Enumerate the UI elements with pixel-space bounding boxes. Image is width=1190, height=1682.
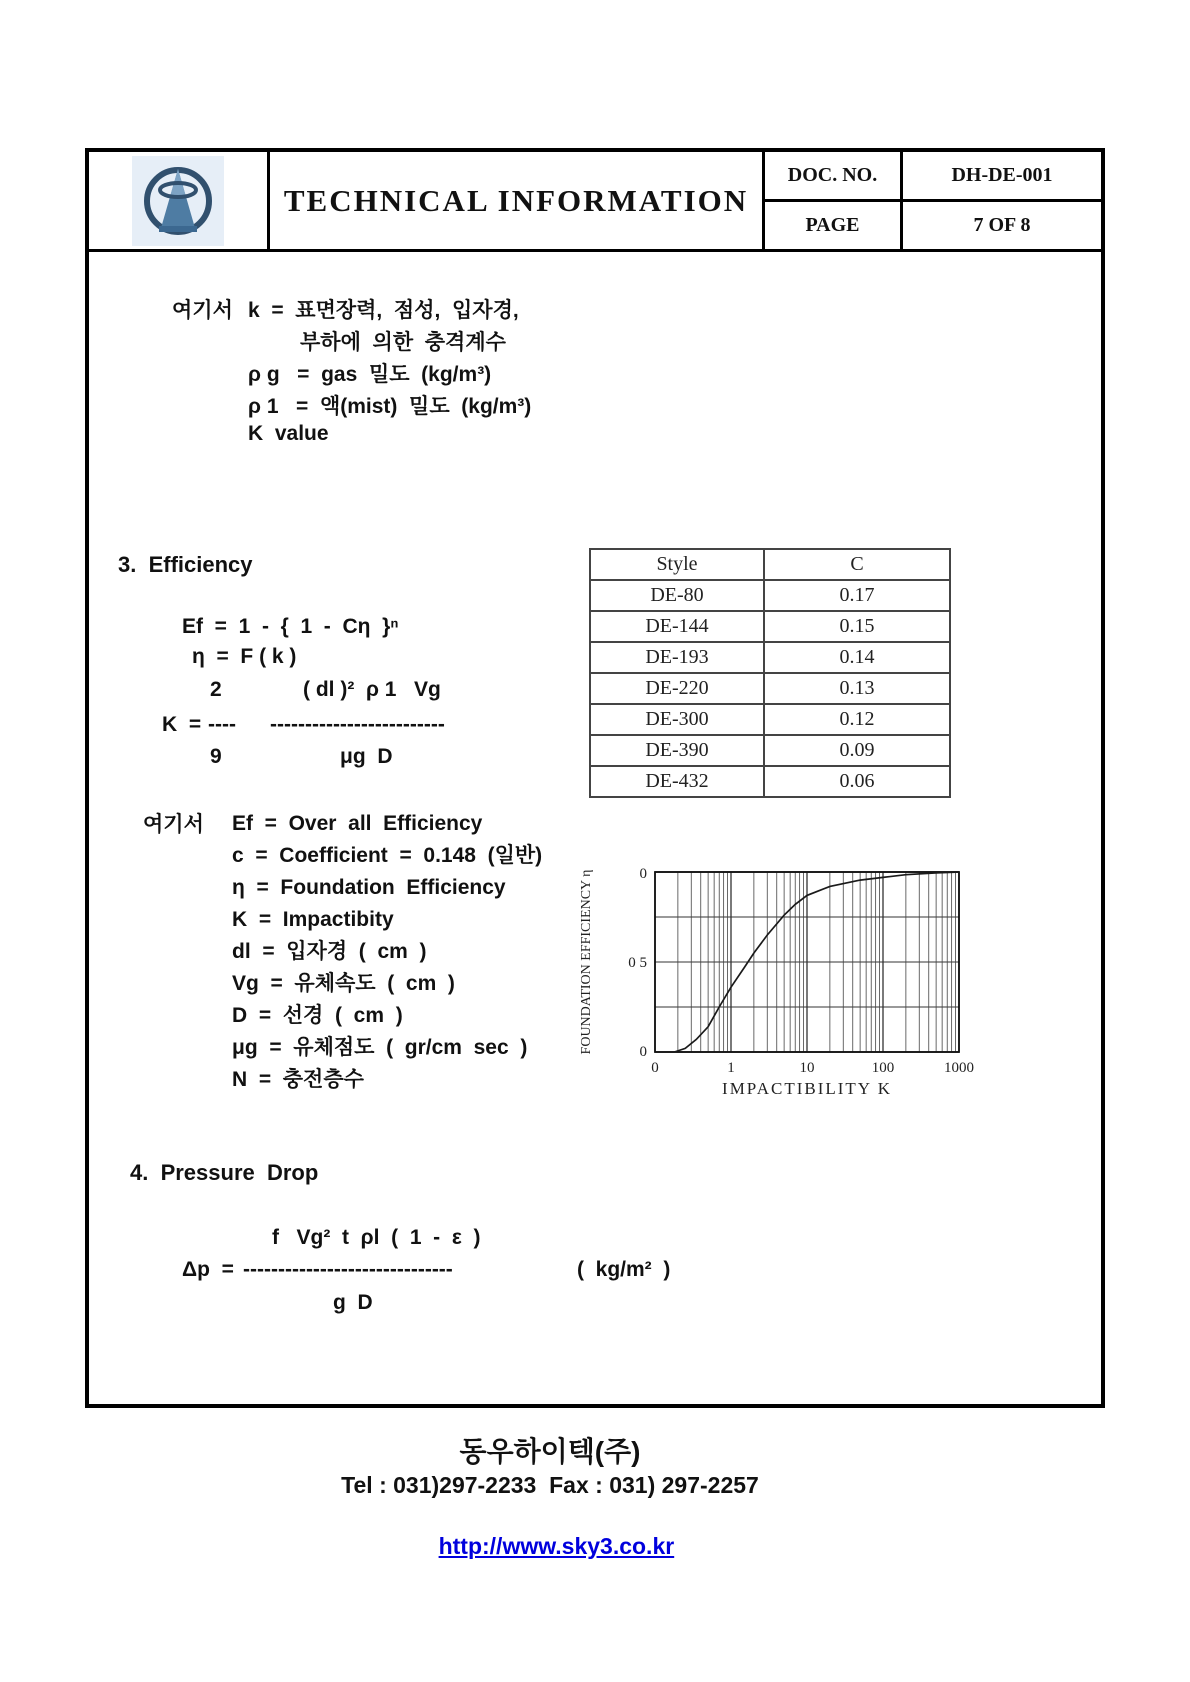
y-axis-title: FOUNDATION EFFICIENCY η xyxy=(579,869,594,1055)
y-tick-label: 0 5 xyxy=(628,955,647,971)
page-number: 7 OF 8 xyxy=(973,214,1031,236)
x-tick-label: 1 xyxy=(727,1060,735,1076)
definition-line: D = 선경 ( cm ) xyxy=(232,1004,403,1027)
formula-eta: η = F ( k ) xyxy=(192,645,297,668)
k-formula-numerator-right: ( dl )² ρ 1 Vg xyxy=(303,678,441,701)
pressure-numerator: f Vg² t ρl ( 1 - ε ) xyxy=(272,1226,481,1249)
pressure-lhs: Δp = xyxy=(182,1258,234,1281)
doc-no-value: DH-DE-001 xyxy=(951,164,1053,186)
definition-line: Vg = 유체속도 ( cm ) xyxy=(232,972,455,995)
x-axis-title: IMPACTIBILITY K xyxy=(722,1079,892,1098)
k-definition-line1: k = 표면장력, 점성, 입자경, xyxy=(248,299,519,322)
definition-line: dl = 입자경 ( cm ) xyxy=(232,940,427,963)
doc-no-label: DOC. NO. xyxy=(765,152,903,199)
table-cell: DE-144 xyxy=(590,611,764,642)
k-value-line: K value xyxy=(248,422,329,445)
company-logo xyxy=(89,152,270,249)
document-title: TECHNICAL INFORMATION xyxy=(270,152,765,249)
k-formula-fraction-bar-left: ---- xyxy=(208,713,236,736)
table-row xyxy=(590,580,950,611)
pressure-unit: ( kg/m² ) xyxy=(577,1258,671,1281)
foundation-efficiency-chart xyxy=(560,800,1030,1100)
x-tick-label: 100 xyxy=(871,1060,895,1076)
x-tick-label: 1000 xyxy=(944,1060,974,1076)
definition-line: K = Impactibity xyxy=(232,908,394,931)
k-formula-denominator-left: 9 xyxy=(210,745,222,768)
efficiency-heading: 3. Efficiency xyxy=(118,552,253,577)
table-cell: 0.14 xyxy=(764,642,950,673)
y-tick-label: 0 xyxy=(639,866,647,882)
pressure-drop-heading: 4. Pressure Drop xyxy=(130,1160,319,1185)
table-row xyxy=(590,766,950,797)
table-cell: DE-300 xyxy=(590,704,764,735)
where-label-1: 여기서 xyxy=(172,299,233,322)
x-tick-label: 10 xyxy=(799,1060,815,1076)
table-row xyxy=(590,611,950,642)
where-label-2: 여기서 xyxy=(143,813,204,836)
k-formula-numerator-left: 2 xyxy=(210,678,222,701)
k-formula-denominator-right: μg D xyxy=(340,745,393,768)
table-cell: 0.09 xyxy=(764,735,950,766)
table-row xyxy=(590,673,950,704)
definition-line: Ef = Over all Efficiency xyxy=(232,812,483,835)
table-row xyxy=(590,735,950,766)
page-label: PAGE xyxy=(765,202,903,249)
formula-ef: Ef = 1 - { 1 - Cη }ⁿ xyxy=(182,615,399,638)
y-tick-label: 0 xyxy=(639,1044,647,1060)
table-head xyxy=(590,549,950,580)
tower-logo-icon xyxy=(128,154,228,248)
definition-line: η = Foundation Efficiency xyxy=(232,876,506,899)
contact-info: Tel : 031)297-2233 Fax : 031) 297-2257 xyxy=(341,1472,759,1498)
website-link[interactable]: http://www.sky3.co.kr xyxy=(438,1533,675,1559)
table-cell: DE-390 xyxy=(590,735,764,766)
definitions-list xyxy=(232,808,542,1096)
document-header xyxy=(89,152,1101,252)
table-cell: 0.17 xyxy=(764,580,950,611)
definition-line: μg = 유체점도 ( gr/cm sec ) xyxy=(232,1036,528,1059)
table-cell: 0.13 xyxy=(764,673,950,704)
definition-line: c = Coefficient = 0.148 (일반) xyxy=(232,844,543,867)
table-column-header: C xyxy=(764,549,950,580)
table-cell: DE-193 xyxy=(590,642,764,673)
table-cell: DE-220 xyxy=(590,673,764,704)
k-formula-lhs: K = xyxy=(162,713,202,736)
pressure-fraction-bar: ------------------------------ xyxy=(243,1258,453,1281)
table-cell: DE-432 xyxy=(590,766,764,797)
rho-g-line: ρ g = gas 밀도 (kg/m³) xyxy=(248,363,492,386)
table-row xyxy=(590,704,950,735)
website-line xyxy=(0,1506,1100,1560)
table-body xyxy=(590,580,950,797)
table-cell: 0.15 xyxy=(764,611,950,642)
x-tick-label: 0 xyxy=(651,1060,659,1076)
table-cell: 0.12 xyxy=(764,704,950,735)
definition-line: N = 충전층수 xyxy=(232,1068,364,1091)
k-formula-fraction-bar-right: ------------------------- xyxy=(270,713,445,736)
pressure-denominator: g D xyxy=(333,1291,373,1314)
table-row xyxy=(590,642,950,673)
rho-l-line: ρ 1 = 액(mist) 밀도 (kg/m³) xyxy=(248,395,532,418)
document-frame xyxy=(85,148,1105,1408)
table-cell: 0.06 xyxy=(764,766,950,797)
table-cell: DE-80 xyxy=(590,580,764,611)
company-name: 동우하이텍(주) xyxy=(459,1436,641,1467)
k-definition-line2: 부하에 의한 충격계수 xyxy=(300,331,506,354)
header-meta xyxy=(765,152,1101,249)
table-column-header: Style xyxy=(590,549,764,580)
style-coefficient-table xyxy=(589,548,951,798)
